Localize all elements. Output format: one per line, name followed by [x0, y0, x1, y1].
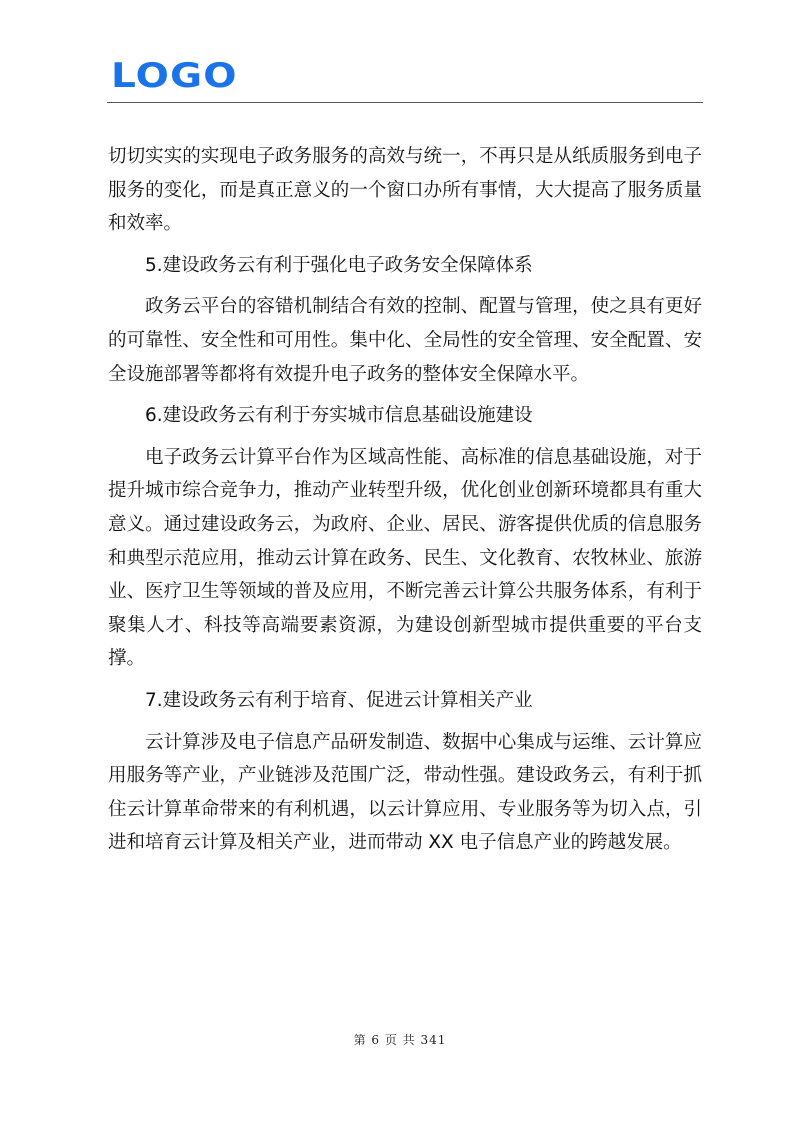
section-heading-7: 7.建设政务云有利于培育、促进云计算相关产业: [145, 689, 533, 711]
logo: LOGO: [111, 56, 238, 96]
paragraph-continued: 切切实实的实现电子政务服务的高效与统一，不再只是从纸质服务到电子服务的变化，而是真正意义的一个窗口办所有事情，大大提高了服务质量和效率。: [108, 146, 702, 235]
paragraph-section-6: 电子政务云计算平台作为区域高性能、高标准的信息基础设施，对于提升城市综合竞争力，推动产业转型升级，优化创业创新环境都具有重大意义。通过建设政务云，为政府、企业、居民、游客提供优质的信息服务和典型示范应用，推动云计算在政务、民生、文化教育、农牧林业、旅游业、医疗卫生等领域的普及应用，不断完善云计算公共服务体系，有利于聚集人才、科技等高端要素资源，为建设创新型城市提供重要的平台支撑。: [108, 446, 702, 670]
section-heading-6: 6.建设政务云有利于夯实城市信息基础设施建设: [145, 405, 533, 427]
header-divider: [107, 102, 703, 103]
page-header: [107, 52, 703, 104]
document-body: [108, 140, 702, 860]
paragraph-section-5: 政务云平台的容错机制结合有效的控制、配置与管理，使之具有更好的可靠性、安全性和可用性。集中化、全局性的安全管理、安全配置、安全设施部署等都将有效提升电子政务的整体安全保障水平。: [108, 296, 702, 385]
paragraph-section-7: 云计算涉及电子信息产品研发制造、数据中心集成与运维、云计算应用服务等产业，产业链涉及范围广泛，带动性强。建设政务云，有利于抓住云计算革命带来的有利机遇，以云计算应用、专业服务等为切入点，引进和培育云计算及相关产业，进而带动 XX 电子信息产业的跨越发展。: [108, 731, 702, 854]
page-number: 第 6 页 共 341: [353, 1033, 447, 1047]
section-heading-5: 5.建设政务云有利于强化电子政务安全保障体系: [145, 254, 533, 276]
